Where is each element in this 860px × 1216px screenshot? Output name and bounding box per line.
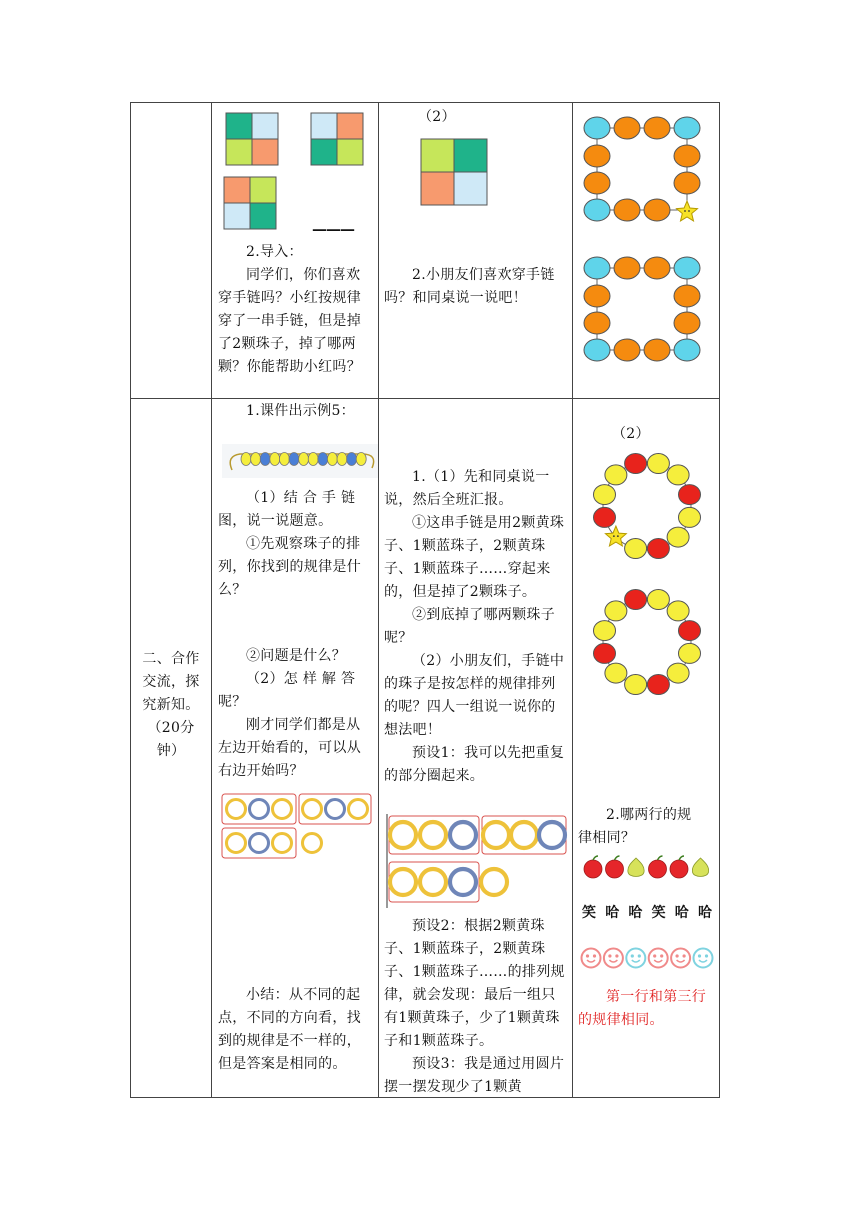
bead	[674, 145, 700, 167]
tile-pattern-3	[224, 177, 278, 231]
bead	[584, 312, 610, 334]
summary-text: 小结：从不同的起点，不同的方向看，找到的规律是不一样的，但是答案是相同的。	[218, 987, 361, 1072]
tile-pattern-1	[226, 113, 280, 167]
bead-circle-with-star	[590, 454, 704, 558]
apple-icon	[584, 860, 602, 878]
bead	[674, 172, 700, 194]
discussion-p5: 预设1：我可以先把重复的部分圈起来。	[384, 745, 565, 784]
bead	[250, 834, 269, 853]
smiley-face-icon	[582, 949, 601, 968]
bead	[605, 465, 627, 485]
apple-icon	[670, 860, 688, 878]
intro-text: 同学们，你们喜欢穿手链吗？小红按规律穿了一串手链，但是掉了2颗珠子，掉了哪两颗？你能帮助小红吗？	[218, 267, 361, 375]
bead	[584, 145, 610, 167]
bead	[303, 800, 322, 819]
bead	[347, 453, 357, 466]
tile-pattern-answer	[421, 139, 489, 207]
bead	[674, 339, 700, 361]
bracelet-question: 2.小朋友们喜欢穿手链吗？和同桌说一说吧！	[384, 267, 555, 306]
bead	[584, 257, 610, 279]
discussion-p6: 预设2：根据2颗黄珠子、1颗蓝珠子，2颗黄珠子、1颗蓝珠子……的排列规律，就会发现：最后一组只有1颗黄珠子，少了1颗黄珠子和1颗蓝珠子。	[384, 918, 565, 1049]
apple-icon	[649, 860, 667, 878]
bead	[667, 663, 689, 683]
bead	[594, 621, 616, 641]
discussion-p7: 预设3：我是通过用圆片摆一摆发现少了1颗黄	[384, 1056, 565, 1095]
bead	[679, 643, 701, 663]
col3-label-2: （2）	[418, 109, 456, 125]
bead	[647, 454, 669, 474]
bead	[481, 869, 507, 895]
bead	[674, 117, 700, 139]
table-col-divider	[378, 103, 379, 1097]
bead	[327, 453, 337, 466]
bead	[647, 675, 669, 695]
col4-label-2: （2）	[612, 426, 650, 442]
fruit-row-icons	[582, 854, 712, 880]
answer-text: 第一行和第三行的规律相同。	[578, 989, 707, 1028]
bead	[667, 527, 689, 547]
bead	[299, 453, 309, 466]
bead	[647, 539, 669, 559]
bead	[667, 465, 689, 485]
bead	[390, 869, 416, 895]
stage-line: （20分	[147, 720, 195, 736]
laugh-char: 哈	[605, 905, 620, 921]
bead	[326, 800, 345, 819]
bead	[644, 339, 670, 361]
bead	[614, 339, 640, 361]
question-2: ②问题是什么？	[246, 648, 347, 664]
table-col-divider	[572, 103, 573, 1097]
bead	[679, 485, 701, 505]
example-questions	[218, 487, 374, 602]
stage-line: 究新知。	[142, 697, 200, 713]
star-icon	[677, 201, 698, 221]
bead	[318, 453, 328, 466]
example-questions-2	[218, 645, 374, 783]
bead	[679, 621, 701, 641]
question-1a: （1）结 合 手 链	[246, 490, 356, 506]
bead	[614, 257, 640, 279]
tile-pattern-2	[311, 113, 365, 167]
bead	[594, 485, 616, 505]
bead	[251, 453, 261, 466]
col4-question	[578, 804, 716, 850]
bead	[644, 257, 670, 279]
bead	[614, 117, 640, 139]
stage-label	[131, 648, 211, 763]
bead	[625, 454, 647, 474]
col3-row1-text	[384, 264, 566, 310]
bead	[539, 822, 565, 848]
bead	[644, 117, 670, 139]
bead	[674, 312, 700, 334]
laugh-char: 笑	[651, 905, 666, 921]
bead	[605, 601, 627, 621]
which-rows-a: 2.哪两行的规	[606, 807, 692, 823]
smiley-face-icon	[626, 949, 645, 968]
discussion-p2: ①这串手链是用2颗黄珠子、1颗蓝珠子，2颗黄珠子、1颗蓝珠子……穿起来的，但是掉了2颗珠子。	[384, 515, 565, 600]
bead	[420, 869, 446, 895]
discussion-p3: ②到底掉了哪两颗珠子呢？	[384, 607, 555, 646]
bead	[279, 453, 289, 466]
laugh-row	[582, 902, 712, 922]
smiley-face-icon	[694, 949, 713, 968]
bead	[420, 822, 446, 848]
bead	[625, 539, 647, 559]
bead	[614, 199, 640, 221]
smiley-face-icon	[604, 949, 623, 968]
bead	[260, 453, 270, 466]
table-col-divider	[211, 103, 212, 1097]
bead	[674, 257, 700, 279]
laugh-char: 哈	[674, 905, 689, 921]
smiley-face-icon	[649, 949, 668, 968]
grouped-beads-from-left	[386, 814, 568, 908]
which-rows-b: 律相同？	[578, 830, 636, 846]
col3-presets	[384, 915, 566, 1099]
bead	[450, 869, 476, 895]
question-4: 刚才同学们都是从左边开始看的，可以从右边开始吗？	[218, 717, 361, 779]
intro-block	[218, 241, 374, 379]
smiley-face-icon	[671, 949, 690, 968]
question-3a: （2）怎 样 解 答	[246, 671, 356, 687]
bead	[511, 822, 537, 848]
bead	[337, 453, 347, 466]
bead	[270, 453, 280, 466]
laugh-char: 笑	[582, 905, 596, 921]
bead	[349, 800, 368, 819]
col3-discussion	[384, 466, 566, 788]
discussion-p1: 1.（1）先和同桌说一说，然后全班汇报。	[384, 469, 550, 508]
bead	[647, 590, 669, 610]
stage-line: 二、合作	[142, 651, 200, 667]
bead	[241, 453, 251, 466]
bead	[584, 117, 610, 139]
summary-block	[218, 984, 374, 1076]
bead	[584, 172, 610, 194]
laugh-char: 哈	[697, 905, 712, 921]
bead	[674, 285, 700, 307]
bead	[625, 590, 647, 610]
bead	[667, 601, 689, 621]
bead	[584, 339, 610, 361]
pear-icon	[628, 858, 644, 877]
bead-ring-complete	[583, 254, 707, 364]
pear-icon	[692, 858, 708, 877]
bead-circle-complete	[590, 590, 704, 694]
grouped-beads-from-right	[220, 792, 374, 862]
bead	[605, 663, 627, 683]
bead	[390, 822, 416, 848]
bead	[273, 800, 292, 819]
bead	[644, 199, 670, 221]
question-1c: ①先观察珠子的排列，你找到的规律是什么？	[218, 536, 361, 598]
bead	[227, 800, 246, 819]
bead	[625, 675, 647, 695]
bead	[289, 453, 299, 466]
apple-icon	[606, 860, 624, 878]
bracelet-image	[222, 440, 378, 482]
example-heading-block	[218, 400, 374, 423]
question-3b: 呢？	[218, 694, 247, 710]
bead	[584, 285, 610, 307]
bead	[483, 822, 509, 848]
question-1b: 图，说一说题意。	[218, 513, 333, 529]
stage-line: 钟）	[156, 743, 186, 759]
bead	[356, 453, 366, 466]
bead-ring-with-star	[583, 114, 707, 224]
stage-line: 交流，探	[142, 674, 200, 690]
bead	[273, 834, 292, 853]
bead	[308, 453, 318, 466]
bead	[250, 800, 269, 819]
bead	[594, 643, 616, 663]
intro-heading: 2.导入：	[246, 244, 303, 260]
discussion-p4: （2）小朋友们，手链中的珠子是按怎样的规律排列的呢？四人一组说一说你的想法吧！	[384, 653, 565, 738]
bead	[594, 507, 616, 527]
bead	[303, 834, 322, 853]
smiley-face-icons	[580, 947, 714, 969]
bead	[584, 199, 610, 221]
bead	[679, 507, 701, 527]
laugh-char: 哈	[628, 905, 643, 921]
table-row-divider	[131, 398, 719, 399]
bead	[450, 822, 476, 848]
bead	[227, 834, 246, 853]
example-heading: 1.课件出示例5：	[246, 403, 355, 419]
col4-answer	[578, 986, 716, 1032]
answer-blank: ———	[312, 220, 354, 238]
